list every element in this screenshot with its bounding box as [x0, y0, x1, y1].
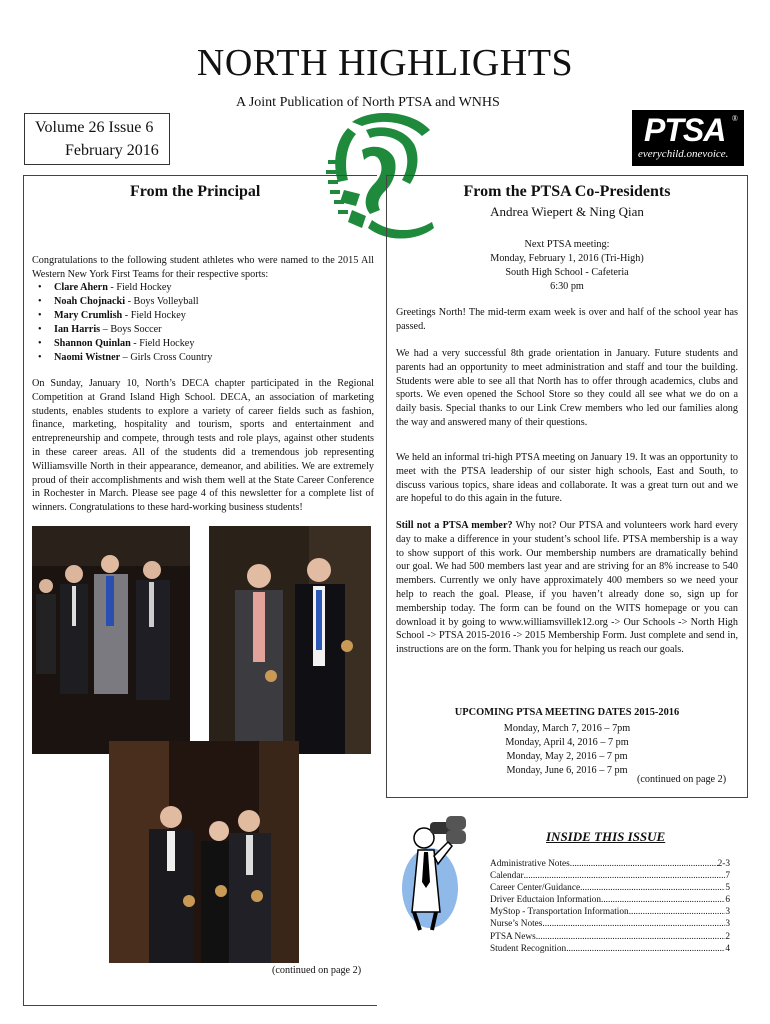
meeting-dates-heading: UPCOMING PTSA MEETING DATES 2015-2016 — [454, 707, 680, 718]
toc-row: MyStop - Transportation Information ..... 3 — [490, 906, 730, 918]
inside-heading: INSIDE THIS ISSUE — [546, 829, 666, 844]
meeting-line: Monday, February 1, 2016 (Tri-High) — [490, 253, 644, 264]
binoculars-clipart — [398, 812, 474, 934]
toc-row: Calendar ..... 7 — [490, 870, 730, 882]
meeting-line: 6:30 pm — [550, 281, 584, 292]
list-item: Monday, March 7, 2016 – 7pm — [503, 723, 631, 734]
newsletter-subtitle: A Joint Publication of North PTSA and WNHS — [236, 95, 500, 110]
ptsa-logo — [632, 110, 744, 166]
toc-row: PTSA News ..... 2 — [490, 931, 730, 943]
ptsa-paragraph-4 — [396, 519, 738, 657]
ptsa-paragraph-1: Greetings North! The mid-term exam week is over and half of the school year has passed. — [396, 307, 738, 332]
next-meeting-block — [387, 238, 747, 294]
ptsa-copresidents: Andrea Wiepert & Ning Qian — [490, 204, 644, 219]
ptsa-continued: (continued on page 2) — [637, 774, 727, 785]
list-item: Monday, May 2, 2016 – 7 pm — [506, 751, 628, 762]
toc-row: Administrative Notes ..... 2-3 — [490, 858, 730, 870]
issue-box — [24, 113, 170, 165]
meeting-line: Next PTSA meeting: — [524, 239, 610, 250]
ptsa-wordmark: PTSA — [644, 112, 726, 148]
meeting-dates-list — [387, 722, 747, 778]
membership-text: Why not? Our PTSA and volunteers work hard every day to make a difference in your student’s school life. PTSA membership is a way to show support of this work. Our membership numbers are dramatically behind our goal. We had 500 members last year and are striving for an 8% increase to 540 members. Currently we only have approximately 400 members so we need your help to reach the goal. Please, if you haven’t already done so, sign up for membership today. The form can be found on the WITS homepage or you can download it by going to www.williamsvillek12.org -> Our Schools -> North High School -> PTSA 2015-2016 -> 2015 Membership Form. Just complete and send in, instructions are on the form. Thank you for helping us reach our goals. — [396, 520, 738, 656]
ptsa-paragraph-2: We had a very successful 8th grade orientation in January. Future students and parents had an opportunity to meet administration and staff and tour the building. Students were able to see all that North has to offer through academics, clubs and sports. We even opened the School Store so they could all see what we do on a daily basis. Special thanks to our Link Crew members who led our families along the way and answered many of their questions. — [396, 348, 738, 428]
toc-row: Nurse’s Notes ..... 3 — [490, 918, 730, 930]
meeting-line: South High School - Cafeteria — [505, 267, 629, 278]
ptsa-column — [386, 175, 748, 798]
toc-row: Student Recognition ..... 4 — [490, 943, 730, 955]
list-item: Monday, April 4, 2016 – 7 pm — [505, 737, 629, 748]
principal-column — [23, 175, 377, 1006]
issue-date: February 2016 — [65, 142, 159, 159]
ptsa-tagline: everychild.onevoice. — [638, 148, 729, 160]
list-item: • Shannon Quinlan - Field Hockey — [54, 337, 384, 351]
deca-photo-2 — [209, 526, 371, 754]
deca-photo-1 — [32, 526, 190, 754]
volume-label: Volume 26 Issue 6 — [35, 119, 154, 136]
deca-photo-3 — [109, 741, 299, 963]
ptsa-heading: From the PTSA Co-Presidents — [463, 183, 671, 200]
toc-row: Career Center/Guidance ..... 5 — [490, 882, 730, 894]
list-item: • Mary Crumlish - Field Hockey — [54, 309, 384, 323]
list-item: • Ian Harris – Boys Soccer — [54, 323, 384, 337]
deca-paragraph: On Sunday, January 10, North’s DECA chapter participated in the Regional Competition at Grand Island High School. DECA, an association of marketing students, enables students to explore a variety of career fields such as fashion, finance, marketing, hospitality and tourism, sports and entertainment and entrepreneurship and compete, through tests and role plays, against other students in these career areas. All of the students did a tremendous job representing Williamsville North in their appearance, demeanor, and abilities. We are extremely proud of their accomplishments and wish them well at the State Career Conference in Rochester in March. Please see page 4 of this newsletter for a complete list of winners. Congratulations to these hard-working business students! — [32, 378, 374, 514]
principal-heading: From the Principal — [130, 183, 261, 200]
newsletter-title: NORTH HIGHLIGHTS — [196, 42, 574, 84]
ptsa-paragraph-3: We held an informal tri-high PTSA meeting on January 19. It was an opportunity to meet with the PTSA leadership of our sister high schools, East and South, to discuss various topics, share ideas and collaborate. It was a great turn out and we are hopeful to do this again in the future. — [396, 452, 738, 505]
principal-intro: Congratulations to the following student athletes who were named to the 2015 All Western New York First Teams for their respective sports: — [32, 255, 374, 280]
list-item: • Noah Chojnacki - Boys Volleyball — [54, 295, 384, 309]
list-item: • Clare Ahern - Field Hockey — [54, 281, 384, 295]
table-of-contents — [490, 858, 730, 955]
list-item: • Naomi Wistner – Girls Cross Country — [54, 351, 384, 365]
list-item: Monday, June 6, 2016 – 7 pm — [506, 765, 628, 776]
membership-lead: Still not a PTSA member? — [396, 520, 513, 531]
principal-continued: (continued on page 2) — [272, 965, 362, 976]
toc-row: Driver Eductaion Information ..... 6 — [490, 894, 730, 906]
registered-mark: ® — [731, 114, 738, 123]
athlete-list — [32, 281, 384, 365]
